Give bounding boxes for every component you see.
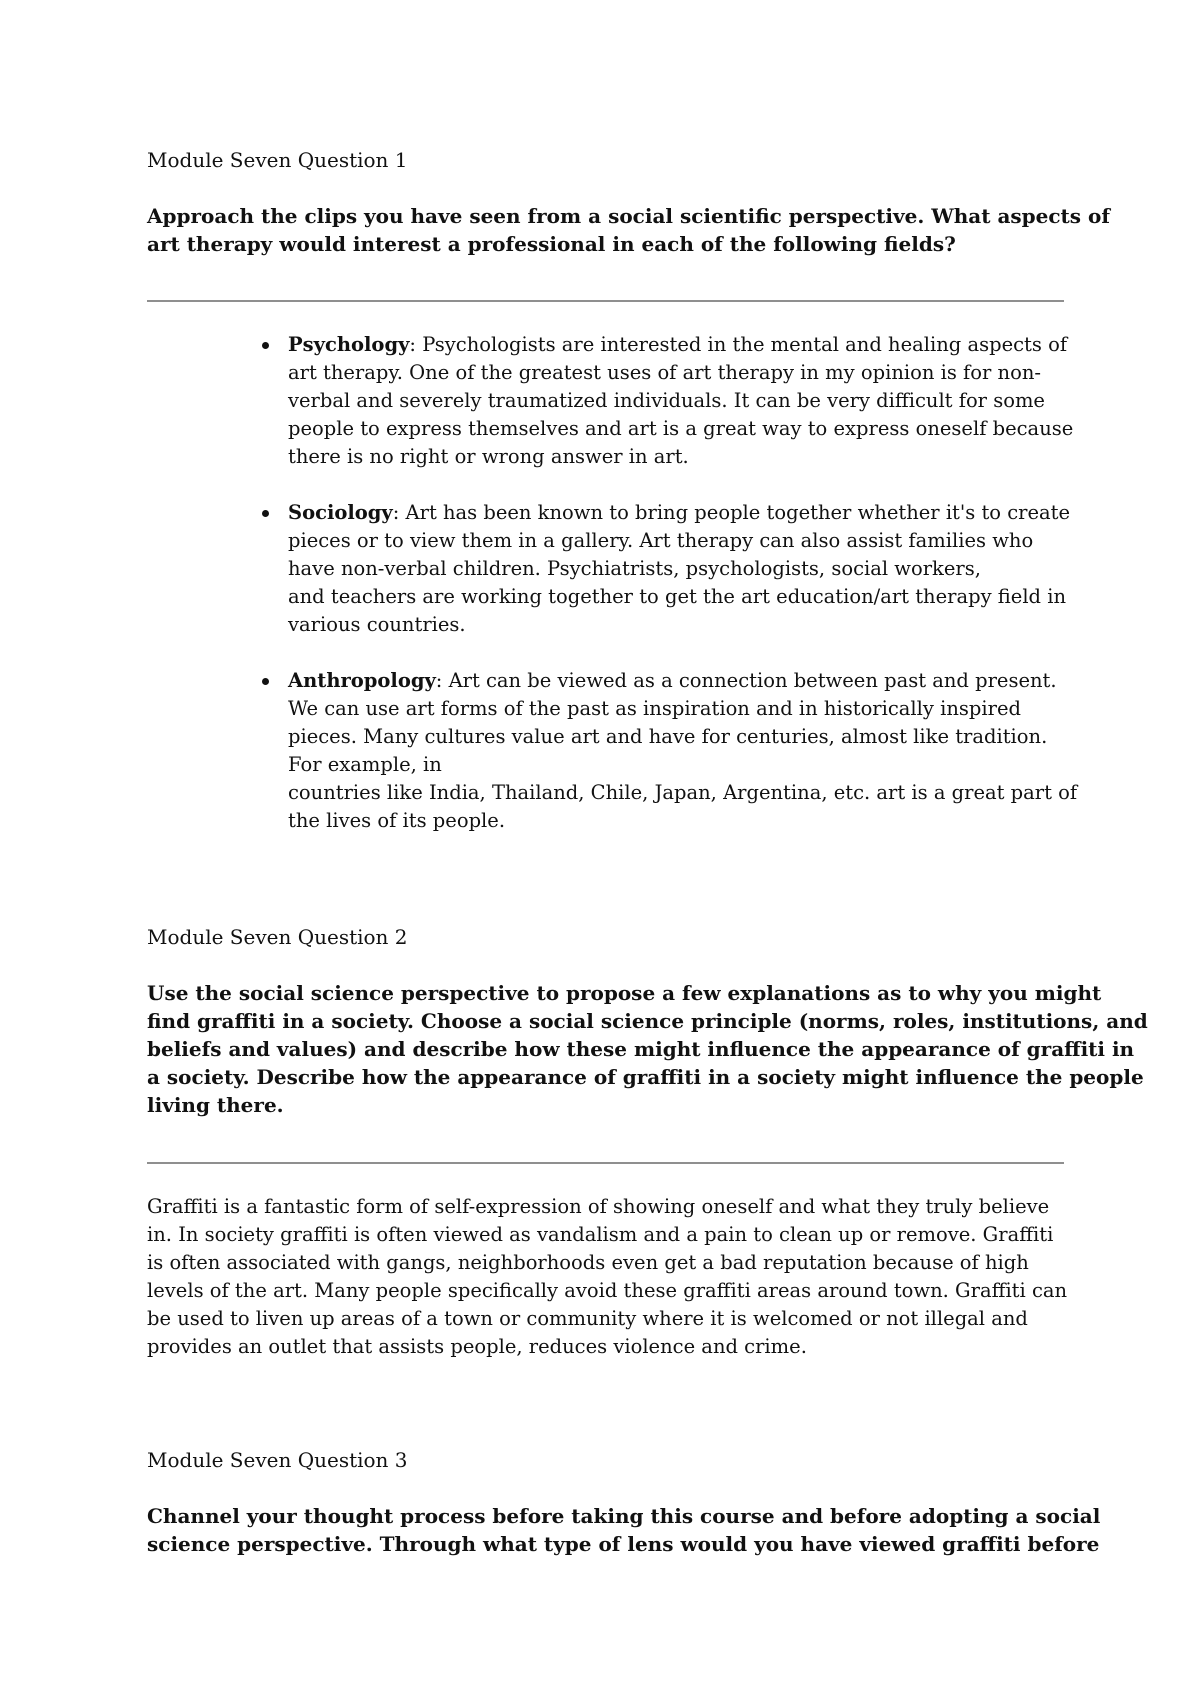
list-item-psychology (288, 331, 1078, 471)
q2-answer (147, 1193, 1067, 1361)
q1-section (147, 146, 408, 174)
answer-line: Graffiti is a fantastic form of self-expression of showing oneself and what they truly believe (147, 1195, 1050, 1218)
item-text: : Art can be viewed as a connection between past and present. (435, 669, 1057, 692)
item-text-line: and teachers are working together to get the art education/art therapy field in (288, 585, 1067, 608)
item-text-line: have non-verbal children. Psychiatrists, psychologists, social workers, (288, 557, 981, 580)
q1-prompt-line: Approach the clips you have seen from a social scientific perspective. What aspects of (147, 204, 1110, 228)
answer-line: provides an outlet that assists people, reduces violence and crime. (147, 1335, 807, 1358)
item-text-line: people to express themselves and art is a great way to express oneself because (288, 417, 1074, 440)
q2-prompt-line: find graffiti in a society. Choose a social science principle (norms, roles, institutions, and (147, 1009, 1148, 1033)
item-text: : Psychologists are interested in the mental and healing aspects of (409, 333, 1068, 356)
q1-title: Module Seven Question 1 (147, 148, 408, 172)
q1-prompt (147, 202, 1110, 258)
q2-prompt-line: living there. (147, 1093, 284, 1117)
q2-section (147, 923, 408, 951)
bullet-dot-icon (262, 342, 269, 349)
q3-prompt (147, 1502, 1100, 1558)
list-item-sociology (288, 499, 1078, 639)
item-text-line: pieces. Many cultures value art and have for centuries, almost like tradition. (288, 725, 1048, 748)
item-text-line: there is no right or wrong answer in art. (288, 445, 689, 468)
term-psychology: Psychology (288, 333, 410, 356)
item-text-line: verbal and severely traumatized individuals. It can be very difficult for some (288, 389, 1045, 412)
answer-line: levels of the art. Many people specifically avoid these graffiti areas around town. Graffiti can (147, 1279, 1068, 1302)
answer-line: is often associated with gangs, neighborhoods even get a bad reputation because of high (147, 1251, 1029, 1274)
term-anthropology: Anthropology (288, 669, 436, 692)
q1-answer-list (288, 331, 1078, 863)
q2-divider (147, 1162, 1064, 1164)
q3-title: Module Seven Question 3 (147, 1448, 408, 1472)
q3-prompt-line: science perspective. Through what type of lens would you have viewed graffiti before (147, 1532, 1100, 1556)
item-text-line: countries like India, Thailand, Chile, Japan, Argentina, etc. art is a great part of (288, 781, 1078, 804)
item-text-line: the lives of its people. (288, 809, 506, 832)
term-sociology: Sociology (288, 501, 393, 524)
q3-prompt-line: Channel your thought process before taking this course and before adopting a social (147, 1504, 1101, 1528)
list-item-anthropology (288, 667, 1078, 835)
bullet-dot-icon (262, 678, 269, 685)
q2-prompt (147, 979, 1148, 1119)
q2-prompt-line: a society. Describe how the appearance of graffiti in a society might influence the people (147, 1065, 1144, 1089)
q1-divider (147, 300, 1064, 302)
q1-prompt-line: art therapy would interest a professional in each of the following fields? (147, 232, 956, 256)
item-text: : Art has been known to bring people together whether it's to create (392, 501, 1071, 524)
q2-title: Module Seven Question 2 (147, 925, 408, 949)
item-text-line: For example, in (288, 753, 442, 776)
answer-line: in. In society graffiti is often viewed as vandalism and a pain to clean up or remove. Graffiti (147, 1223, 1054, 1246)
item-text-line: various countries. (288, 613, 466, 636)
q2-prompt-line: beliefs and values) and describe how these might influence the appearance of graffiti in (147, 1037, 1135, 1061)
item-text-line: art therapy. One of the greatest uses of art therapy in my opinion is for non- (288, 361, 1041, 384)
item-text-line: pieces or to view them in a gallery. Art therapy can also assist families who (288, 529, 1034, 552)
q3-section (147, 1446, 408, 1474)
q2-prompt-line: Use the social science perspective to propose a few explanations as to why you might (147, 981, 1102, 1005)
bullet-dot-icon (262, 510, 269, 517)
item-text-line: We can use art forms of the past as inspiration and in historically inspired (288, 697, 1021, 720)
answer-line: be used to liven up areas of a town or community where it is welcomed or not illegal and (147, 1307, 1028, 1330)
